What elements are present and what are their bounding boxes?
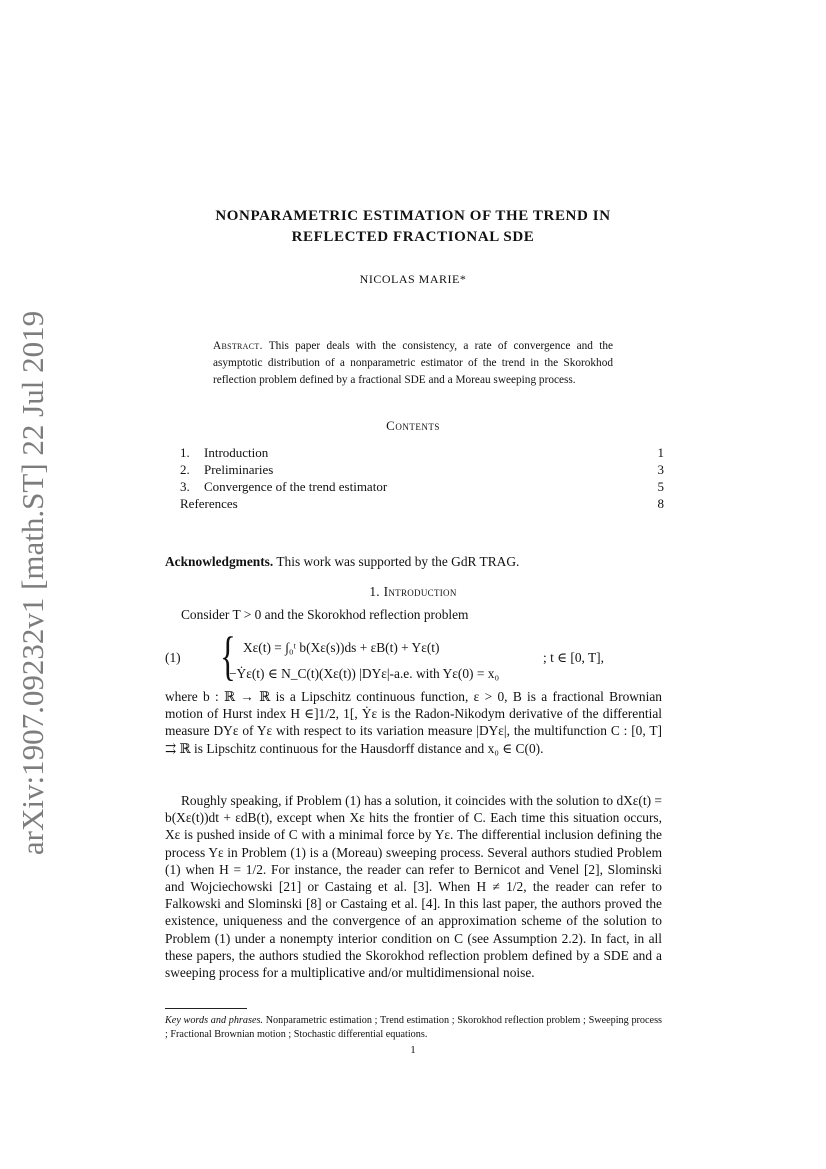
toc-entry[interactable]	[180, 461, 664, 478]
ack-label: Acknowledgments.	[165, 554, 274, 569]
brace-glyph: {	[220, 626, 236, 686]
equation-label: (1)	[165, 650, 181, 665]
toc-page: 1	[657, 445, 664, 460]
paragraph-1: where b : ℝ → ℝ is a Lipschitz continuous function, ε > 0, B is a fractional Brownian motion of Hurst index H ∈]1/2, 1[, Ẏε is the Radon-Nikodym derivative of the differential measure DYε of Yε with respect to its variation measure |DYε|, the multifunction C : [0, T] ⇉ ℝ is Lipschitz continuous for the Hausdorff distance and x₀ ∈ C(0).	[165, 689, 662, 756]
footnote-rule	[165, 1008, 247, 1009]
equation-1	[165, 626, 662, 686]
title-line-1: NONPARAMETRIC ESTIMATION OF THE TREND IN	[215, 208, 611, 224]
toc-number: 1.	[180, 445, 190, 460]
footnote	[165, 1014, 662, 1042]
footnote-text: Nonparametric estimation ; Trend estimation ; Skorokhod reflection problem ; Sweeping process ; Fractional Brownian motion ; Stochastic differential equations.	[165, 1015, 662, 1040]
toc-entry[interactable]	[180, 444, 664, 461]
toc-number: 3.	[180, 479, 190, 494]
toc-entry[interactable]	[180, 478, 664, 495]
ack-text: This work was supported by the GdR TRAG.	[276, 554, 520, 569]
equation-line-1: Xε(t) = ∫₀ᵗ b(Xε(s))ds + εB(t) + Yε(t)	[243, 640, 440, 655]
abstract-label: Abstract.	[213, 340, 263, 352]
toc-page: 5	[657, 479, 664, 494]
toc-title: Preliminaries	[204, 462, 274, 477]
arxiv-watermark: arXiv:1907.09232v1 [math.ST] 22 Jul 2019	[15, 310, 50, 856]
toc-entry[interactable]	[180, 495, 664, 512]
abstract-text: This paper deals with the consistency, a rate of convergence and the asymptotic distribution of a nonparametric estimator of the trend in the Skorokhod reflection problem defined by a fractional SDE and a Moreau sweeping process.	[213, 340, 614, 386]
page-number: 1	[410, 1044, 416, 1056]
toc-page: 8	[657, 496, 664, 511]
title-line-2: REFLECTED FRACTIONAL SDE	[291, 229, 535, 245]
toc-page: 3	[657, 462, 664, 477]
toc-title: Convergence of the trend estimator	[204, 479, 388, 494]
contents-heading: Contents	[386, 418, 440, 433]
intro-sentence: Consider T > 0 and the Skorokhod reflection problem	[181, 607, 469, 622]
equation-side-condition: ; t ∈ [0, T],	[543, 650, 604, 665]
section-heading: 1. Introduction	[369, 584, 457, 599]
acknowledgments	[165, 554, 661, 570]
table-of-contents	[180, 444, 664, 512]
toc-number: 2.	[180, 462, 190, 477]
paper-title	[150, 206, 676, 248]
abstract	[213, 338, 613, 389]
toc-title: References	[180, 496, 238, 511]
author-name: NICOLAS MARIE*	[359, 272, 467, 286]
footnote-label: Key words and phrases.	[165, 1015, 263, 1026]
paragraph-2: Roughly speaking, if Problem (1) has a solution, it coincides with the solution to dXε(t) = b(Xε(t))dt + εdB(t), except when Xε hits the frontier of C. Each time this situation occurs, Xε is pushed inside of C with a minimal force by Yε. The differential inclusion defining the process Yε in Problem (1) is a (Moreau) sweeping process. Several authors studied Problem (1) when H = 1/2. For instance, the reader can refer to Bernicot and Venel [2], Slominski and Wojciechowski [21] or Castaing et al. [3]. When H ≠ 1/2, the reader can refer to Falkowski and Slominski [8] or Castaing et al. [4]. In this last paper, the authors proved the existence, uniqueness and the convergence of an approximation scheme of the solution to Problem (1) under a nonempty interior condition on C (see Assumption 2.2). In fact, in all these papers, the authors studied the Skorokhod reflection problem defined by a SDE and a sweeping process for a multiplicative and/or multidimensional noise.	[165, 793, 662, 981]
equation-line-2: −Ẏε(t) ∈ N_C(t)(Xε(t)) |DYε|-a.e. with Yε(0) = x₀	[229, 666, 500, 681]
toc-title: Introduction	[204, 445, 269, 460]
